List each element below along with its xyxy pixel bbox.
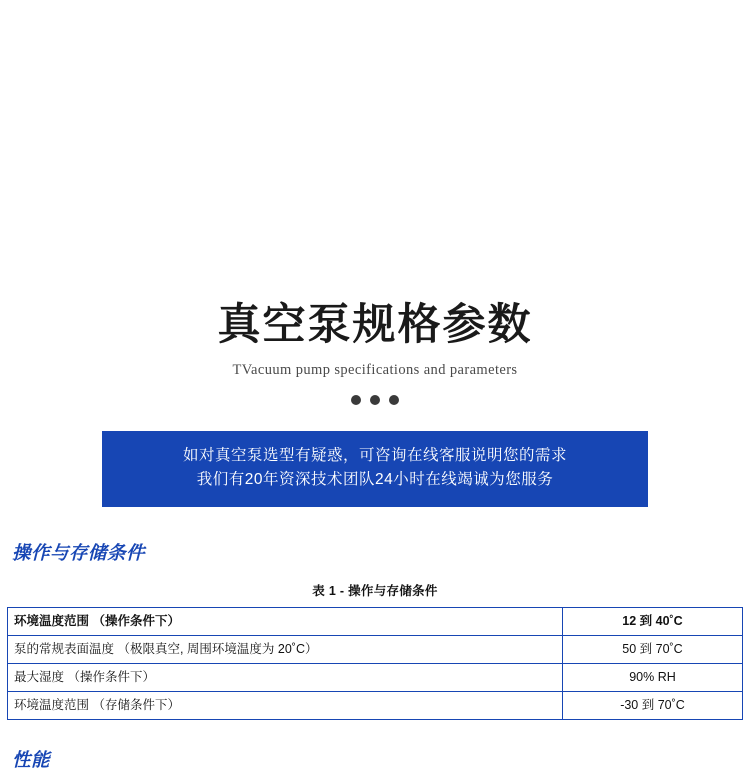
table-row	[8, 663, 743, 691]
banner-line-2: 我们有20年资深技术团队24小时在线竭诚为您服务	[196, 470, 554, 488]
dot-icon	[370, 395, 380, 405]
row-value: 90% RH	[563, 663, 743, 691]
section-heading-operating: 操作与存储条件	[12, 541, 146, 563]
row-label: 环境温度范围 （存储条件下）	[8, 691, 563, 719]
row-value: 12 到 40˚C	[563, 607, 743, 635]
dot-icon	[351, 395, 361, 405]
dot-icon	[389, 395, 399, 405]
banner-line-1: 如对真空泵选型有疑惑，可咨询在线客服说明您的需求	[182, 446, 567, 464]
table-row	[8, 691, 743, 719]
table-row	[8, 607, 743, 635]
row-label: 泵的常规表面温度 （极限真空, 周围环境温度为 20˚C）	[8, 635, 563, 663]
page-subtitle: TVacuum pump specifications and parameters	[232, 361, 518, 378]
section-heading-performance: 性能	[12, 748, 51, 770]
row-label: 最大湿度 （操作条件下）	[8, 663, 563, 691]
table-row	[8, 635, 743, 663]
table-caption-operating: 表 1 - 操作与存储条件	[312, 583, 438, 598]
row-value: -30 到 70˚C	[563, 691, 743, 719]
page-title: 真空泵规格参数	[217, 301, 533, 349]
customer-service-banner	[102, 431, 648, 507]
row-label: 环境温度范围 （操作条件下）	[8, 607, 563, 635]
operating-conditions-table	[7, 607, 743, 720]
row-value: 50 到 70˚C	[563, 635, 743, 663]
decorative-dots	[0, 395, 750, 405]
